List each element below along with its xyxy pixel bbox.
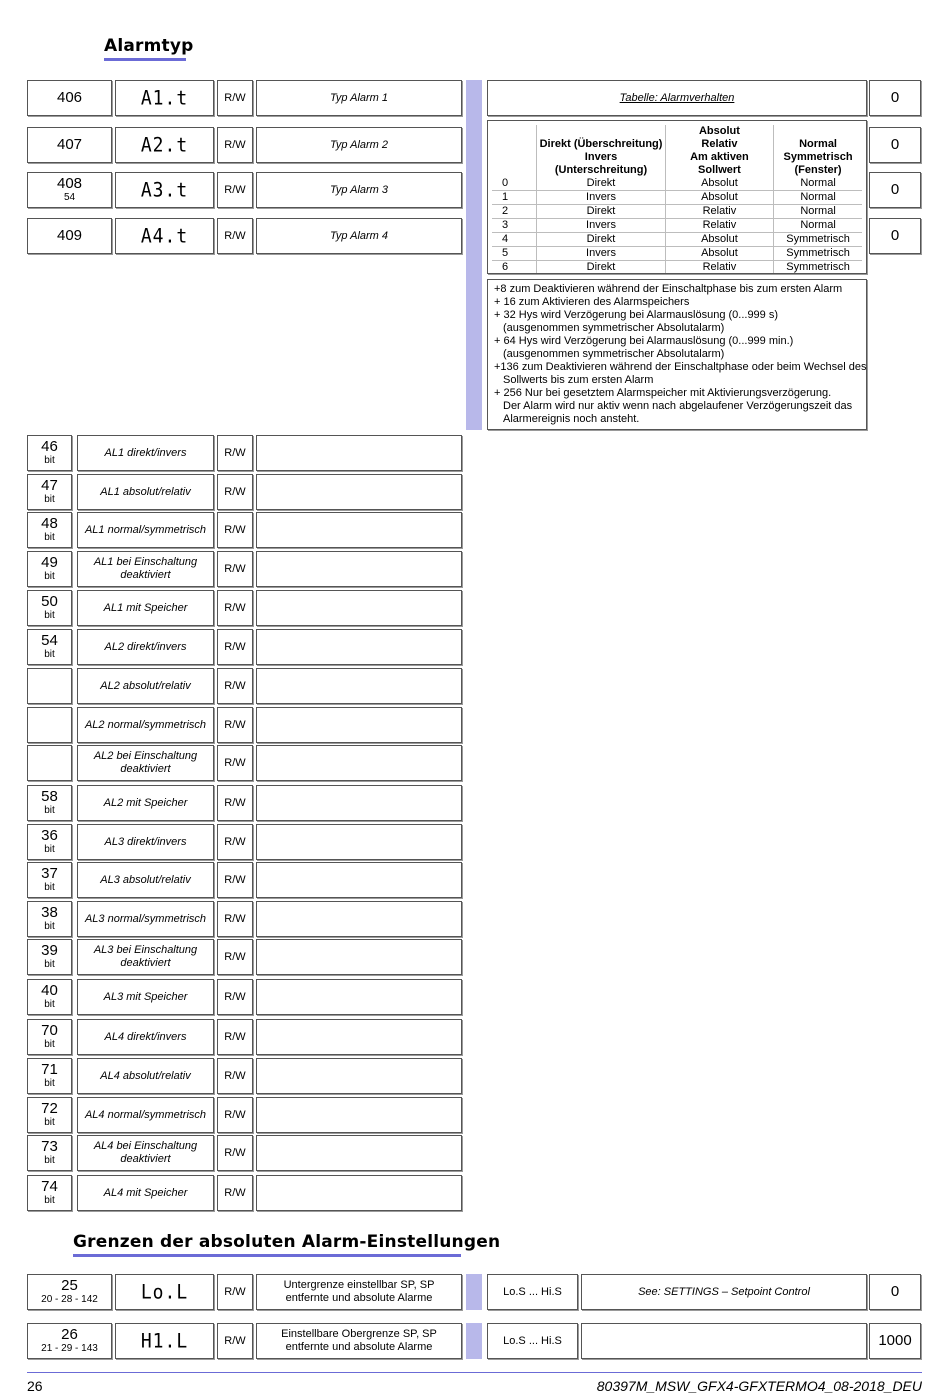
bit-description <box>77 979 214 1015</box>
bit-description <box>77 939 214 975</box>
description-text: AL4 normal/symmetrisch <box>84 1108 207 1121</box>
limit-display-code <box>115 1323 214 1359</box>
access-rw: R/W <box>224 1070 246 1082</box>
table-cell: Normal <box>800 219 836 231</box>
bit-notes-empty <box>256 435 462 471</box>
description-text: AL2 bei Einschaltung deaktiviert <box>93 750 198 775</box>
limit-default-value <box>869 1323 921 1359</box>
limit-description <box>256 1323 462 1359</box>
access-rw: R/W <box>224 719 246 731</box>
table-cell: Symmetrisch <box>786 261 850 273</box>
description-text: Typ Alarm 4 <box>329 229 389 242</box>
param-description <box>256 80 462 116</box>
table-cell: Invers <box>537 191 666 205</box>
description-text: AL2 mit Speicher <box>103 796 188 809</box>
access-rw: R/W <box>224 184 246 196</box>
header-line: Relativ <box>701 138 738 150</box>
param-address <box>27 218 112 254</box>
bit-access <box>217 1058 253 1094</box>
bit-address <box>27 590 72 626</box>
table-cell: Normal <box>800 191 836 203</box>
table-cell: 1 <box>492 191 537 205</box>
table-row <box>492 177 862 191</box>
bit-description <box>77 590 214 626</box>
bit-description <box>77 745 214 781</box>
header-line: Invers (Unterschreitung) <box>554 151 648 176</box>
access-rw: R/W <box>224 1286 246 1298</box>
address-sub: bit <box>44 494 55 505</box>
access-rw: R/W <box>224 913 246 925</box>
address-number: 406 <box>56 89 83 106</box>
table-row <box>492 233 862 247</box>
bit-access <box>217 512 253 548</box>
bit-access <box>217 1135 253 1171</box>
table-header-cell <box>492 125 537 177</box>
bit-access <box>217 474 253 510</box>
default-value: 0 <box>890 227 900 244</box>
access-rw: R/W <box>224 1147 246 1159</box>
limit-range <box>487 1323 578 1359</box>
table-cell: Invers <box>537 247 666 261</box>
limit-address <box>27 1274 112 1310</box>
section-band <box>466 80 482 430</box>
address-number: 38 <box>41 904 58 921</box>
table-row <box>492 219 862 233</box>
access-rw: R/W <box>224 1031 246 1043</box>
display-code: A3.t <box>140 178 189 202</box>
page-number: 26 <box>27 1378 43 1394</box>
address-sub: bit <box>44 959 55 970</box>
param-description <box>256 218 462 254</box>
table-cell: 4 <box>492 233 537 247</box>
display-code: A1.t <box>140 86 189 110</box>
address-sub: bit <box>44 1117 55 1128</box>
address-sub: bit <box>44 999 55 1010</box>
bit-address <box>27 824 72 860</box>
range-text: Lo.S ... Hi.S <box>503 1335 562 1347</box>
param-address <box>27 80 112 116</box>
param-address <box>27 172 112 208</box>
address-sub: bit <box>44 805 55 816</box>
address-number: 47 <box>41 477 58 494</box>
bit-address <box>27 1058 72 1094</box>
address-number: 70 <box>41 1022 58 1039</box>
table-cell: Absolut <box>665 177 773 191</box>
address-number: 48 <box>41 515 58 532</box>
bit-description <box>77 785 214 821</box>
address-sub: 54 <box>63 192 76 203</box>
alarm-behaviour-table <box>492 125 862 274</box>
address-number: 409 <box>56 227 83 244</box>
table-row <box>492 247 862 261</box>
bit-address <box>27 1019 72 1055</box>
bit-address <box>27 1175 72 1211</box>
description-text: Typ Alarm 2 <box>329 138 389 151</box>
bit-notes-empty <box>256 512 462 548</box>
table-cell: Relativ <box>665 261 773 275</box>
header-line: (Fenster) <box>794 164 842 176</box>
table-cell: Direkt <box>537 177 666 191</box>
table-cell: Absolut <box>665 191 773 205</box>
bit-address <box>27 551 72 587</box>
table-cell: Relativ <box>665 219 773 233</box>
section-underline <box>104 58 186 61</box>
bit-access <box>217 551 253 587</box>
bit-access <box>217 939 253 975</box>
access-rw: R/W <box>224 447 246 459</box>
bit-access <box>217 707 253 743</box>
description-text: AL2 direkt/invers <box>104 640 187 653</box>
bit-notes-empty <box>256 1135 462 1171</box>
access-rw: R/W <box>224 757 246 769</box>
address-sub: bit <box>44 1078 55 1089</box>
bit-description <box>77 551 214 587</box>
bit-access <box>217 1175 253 1211</box>
alarm-table-link[interactable]: Tabelle: Alarmverhalten <box>619 92 735 104</box>
address-number: 408 <box>56 175 83 192</box>
bit-description <box>77 901 214 937</box>
address-sub: bit <box>44 1195 55 1206</box>
table-cell: Direkt <box>537 205 666 219</box>
bit-notes-empty <box>256 1175 462 1211</box>
bit-address <box>27 979 72 1015</box>
footer-line <box>27 1372 922 1373</box>
access-rw: R/W <box>224 874 246 886</box>
display-code: A2.t <box>140 133 189 157</box>
table-cell: Direkt <box>537 233 666 247</box>
limit-note <box>581 1274 867 1310</box>
note-line: + 256 Nur bei gesetztem Alarmspeicher mit Aktivierungsverzögerung. <box>494 387 832 399</box>
limit-note <box>581 1323 867 1359</box>
bit-notes-empty <box>256 707 462 743</box>
access-rw: R/W <box>224 951 246 963</box>
bit-notes-empty <box>256 824 462 860</box>
address-sub: bit <box>44 1039 55 1050</box>
description-text: AL2 normal/symmetrisch <box>84 718 207 731</box>
table-row <box>492 191 862 205</box>
bit-description <box>77 824 214 860</box>
bit-notes-empty <box>256 745 462 781</box>
address-number: 37 <box>41 865 58 882</box>
table-cell: Direkt <box>537 261 666 275</box>
bit-notes-empty <box>256 1097 462 1133</box>
limit-address <box>27 1323 112 1359</box>
section-underline <box>73 1254 461 1257</box>
bit-notes-empty <box>256 668 462 704</box>
bit-description <box>77 435 214 471</box>
bit-access <box>217 1097 253 1133</box>
note-line: Der Alarm wird nur aktiv wenn nach abgelaufener Verzögerungszeit das <box>503 400 853 412</box>
bit-description <box>77 1019 214 1055</box>
bit-access <box>217 668 253 704</box>
bit-address <box>27 785 72 821</box>
bit-description <box>77 1058 214 1094</box>
param-access <box>217 218 253 254</box>
limit-range <box>487 1274 578 1310</box>
description-text: AL4 direkt/invers <box>104 1030 187 1043</box>
bit-notes-empty <box>256 901 462 937</box>
display-code: Lo.L <box>140 1280 189 1304</box>
default-value: 0 <box>890 89 900 106</box>
address-number: 58 <box>41 788 58 805</box>
bit-notes-empty <box>256 1019 462 1055</box>
address-sub: 21 - 29 - 143 <box>41 1343 98 1354</box>
table-row <box>492 205 862 219</box>
header-line: Symmetrisch <box>783 151 853 163</box>
bit-address <box>27 1135 72 1171</box>
description-text: Typ Alarm 1 <box>329 91 389 104</box>
access-rw: R/W <box>224 1187 246 1199</box>
default-value: 0 <box>890 181 900 198</box>
limit-display-code <box>115 1274 214 1310</box>
bit-access <box>217 590 253 626</box>
note-line: (ausgenommen symmetrischer Absolutalarm) <box>503 322 725 334</box>
bit-access <box>217 785 253 821</box>
bit-access <box>217 901 253 937</box>
description-text: AL4 bei Einschaltung deaktiviert <box>93 1140 198 1165</box>
bit-notes-empty <box>256 979 462 1015</box>
address-number: 54 <box>41 632 58 649</box>
table-cell: Normal <box>800 177 836 189</box>
limit-access <box>217 1274 253 1310</box>
range-text: Lo.S ... Hi.S <box>503 1286 562 1298</box>
param-default-value <box>869 218 921 254</box>
description-text: AL1 absolut/relativ <box>100 485 191 498</box>
bit-address <box>27 745 72 781</box>
bit-access <box>217 1019 253 1055</box>
section-band <box>466 1323 482 1359</box>
limit-access <box>217 1323 253 1359</box>
note-line: (ausgenommen symmetrischer Absolutalarm) <box>503 348 725 360</box>
description-text: AL4 mit Speicher <box>103 1186 188 1199</box>
param-display-code <box>115 127 214 163</box>
header-line: Direkt (Überschreitung) <box>539 138 663 150</box>
description-text: Untergrenze einstellbar SP, SP entfernte und absolute Alarme <box>283 1279 435 1304</box>
access-rw: R/W <box>224 1109 246 1121</box>
limit-description <box>256 1274 462 1310</box>
table-header-cell <box>774 125 862 177</box>
bit-access <box>217 435 253 471</box>
bit-notes-empty <box>256 862 462 898</box>
section-title-alarmtyp: Alarmtyp <box>104 36 194 56</box>
access-rw: R/W <box>224 991 246 1003</box>
description-text: Typ Alarm 3 <box>329 183 389 196</box>
param-default-value <box>869 127 921 163</box>
bit-description <box>77 707 214 743</box>
note-line: + 32 Hys wird Verzögerung bei Alarmauslösung (0...999 s) <box>494 309 779 321</box>
header-line: Normal <box>799 138 837 150</box>
address-sub: bit <box>44 649 55 660</box>
table-cell: 3 <box>492 219 537 233</box>
address-sub: 20 - 28 - 142 <box>41 1294 98 1305</box>
address-sub: bit <box>44 921 55 932</box>
access-rw: R/W <box>224 1335 246 1347</box>
address-number: 407 <box>56 136 83 153</box>
address-number: 40 <box>41 982 58 999</box>
address-number: 73 <box>41 1138 58 1155</box>
bit-address <box>27 629 72 665</box>
description-text: AL1 bei Einschaltung deaktiviert <box>93 556 198 581</box>
bit-address <box>27 939 72 975</box>
bit-notes-empty <box>256 474 462 510</box>
table-cell: 5 <box>492 247 537 261</box>
default-value: 0 <box>890 136 900 153</box>
bit-description <box>77 668 214 704</box>
bit-description <box>77 862 214 898</box>
bit-address <box>27 512 72 548</box>
access-rw: R/W <box>224 139 246 151</box>
access-rw: R/W <box>224 563 246 575</box>
bit-notes-empty <box>256 1058 462 1094</box>
bit-address <box>27 901 72 937</box>
bit-address <box>27 707 72 743</box>
address-sub: bit <box>44 532 55 543</box>
address-sub: bit <box>44 844 55 855</box>
address-number: 36 <box>41 827 58 844</box>
description-text: AL3 mit Speicher <box>103 990 188 1003</box>
header-line: Absolut <box>698 125 740 137</box>
param-access <box>217 172 253 208</box>
address-number: 26 <box>61 1326 78 1343</box>
bit-description <box>77 1175 214 1211</box>
alarm-table-box <box>487 120 867 274</box>
access-rw: R/W <box>224 680 246 692</box>
access-rw: R/W <box>224 486 246 498</box>
bit-description <box>77 512 214 548</box>
description-text: AL3 bei Einschaltung deaktiviert <box>93 944 198 969</box>
bit-address <box>27 474 72 510</box>
bit-access <box>217 979 253 1015</box>
description-text: Einstellbare Obergrenze SP, SP entfernte und absolute Alarme <box>281 1328 437 1353</box>
access-rw: R/W <box>224 797 246 809</box>
description-text: AL1 direkt/invers <box>104 446 187 459</box>
note-line: Alarmereignis noch ansteht. <box>503 413 640 425</box>
bit-notes-empty <box>256 590 462 626</box>
param-display-code <box>115 80 214 116</box>
description-text: AL3 normal/symmetrisch <box>84 912 207 925</box>
table-cell: 0 <box>492 177 537 191</box>
header-line: Am aktiven Sollwert <box>690 151 749 176</box>
address-number: 74 <box>41 1178 58 1195</box>
address-number: 50 <box>41 593 58 610</box>
note-text: See: SETTINGS – Setpoint Control <box>638 1285 810 1298</box>
alarm-type-notes <box>487 279 867 430</box>
description-text: AL3 direkt/invers <box>104 835 187 848</box>
table-row <box>492 261 862 275</box>
param-access <box>217 80 253 116</box>
access-rw: R/W <box>224 641 246 653</box>
address-number: 25 <box>61 1277 78 1294</box>
bit-description <box>77 629 214 665</box>
bit-access <box>217 745 253 781</box>
address-number: 72 <box>41 1100 58 1117</box>
table-cell: 2 <box>492 205 537 219</box>
param-display-code <box>115 172 214 208</box>
access-rw: R/W <box>224 230 246 242</box>
bit-access <box>217 862 253 898</box>
section-title-limits: Grenzen der absoluten Alarm-Einstellungen <box>73 1232 501 1252</box>
bit-notes-empty <box>256 629 462 665</box>
note-line: +8 zum Deaktivieren während der Einschaltphase bis zum ersten Alarm <box>494 283 843 295</box>
bit-access <box>217 629 253 665</box>
section-band <box>466 1274 482 1310</box>
table-cell: 6 <box>492 261 537 275</box>
table-cell: Absolut <box>665 233 773 247</box>
address-sub: bit <box>44 1155 55 1166</box>
default-value: 0 <box>890 1283 900 1300</box>
access-rw: R/W <box>224 92 246 104</box>
table-cell: Absolut <box>665 247 773 261</box>
note-line: + 64 Hys wird Verzögerung bei Alarmauslösung (0...999 min.) <box>494 335 794 347</box>
note-line: Sollwerts bis zum ersten Alarm <box>503 374 654 386</box>
param-description <box>256 127 462 163</box>
table-cell: Normal <box>800 205 836 217</box>
limit-default-value <box>869 1274 921 1310</box>
table-cell: Symmetrisch <box>786 247 850 259</box>
param-default-value <box>869 80 921 116</box>
note-line: +136 zum Deaktivieren während der Einschaltphase oder beim Wechsel des <box>494 361 867 373</box>
bit-description <box>77 1097 214 1133</box>
table-cell: Invers <box>537 219 666 233</box>
table-cell: Relativ <box>665 205 773 219</box>
bit-access <box>217 824 253 860</box>
table-header-cell <box>665 125 773 177</box>
bit-address <box>27 435 72 471</box>
description-text: AL3 absolut/relativ <box>100 873 191 886</box>
address-number: 71 <box>41 1061 58 1078</box>
param-description <box>256 172 462 208</box>
table-header-cell <box>537 125 666 177</box>
display-code: A4.t <box>140 224 189 248</box>
bit-description <box>77 1135 214 1171</box>
alarm-table-link-box[interactable] <box>487 80 867 116</box>
description-text: AL2 absolut/relativ <box>100 679 191 692</box>
bit-notes-empty <box>256 785 462 821</box>
bit-address <box>27 862 72 898</box>
address-number: 39 <box>41 942 58 959</box>
address-sub: bit <box>44 455 55 466</box>
bit-address <box>27 668 72 704</box>
address-sub: bit <box>44 610 55 621</box>
param-access <box>217 127 253 163</box>
address-number: 49 <box>41 554 58 571</box>
bit-description <box>77 474 214 510</box>
param-address <box>27 127 112 163</box>
access-rw: R/W <box>224 836 246 848</box>
bit-notes-empty <box>256 551 462 587</box>
description-text: AL1 mit Speicher <box>103 601 188 614</box>
address-sub: bit <box>44 571 55 582</box>
address-number: 46 <box>41 438 58 455</box>
access-rw: R/W <box>224 602 246 614</box>
param-default-value <box>869 172 921 208</box>
bit-address <box>27 1097 72 1133</box>
access-rw: R/W <box>224 524 246 536</box>
address-sub: bit <box>44 882 55 893</box>
bit-notes-empty <box>256 939 462 975</box>
default-value: 1000 <box>878 1332 912 1349</box>
description-text: AL4 absolut/relativ <box>100 1069 191 1082</box>
document-id: 80397M_MSW_GFX4-GFXTERMO4_08-2018_DEU <box>596 1378 922 1394</box>
description-text: AL1 normal/symmetrisch <box>84 523 207 536</box>
table-cell: Symmetrisch <box>786 233 850 245</box>
param-display-code <box>115 218 214 254</box>
display-code: H1.L <box>140 1329 189 1353</box>
note-line: + 16 zum Aktivieren des Alarmspeichers <box>494 296 690 308</box>
